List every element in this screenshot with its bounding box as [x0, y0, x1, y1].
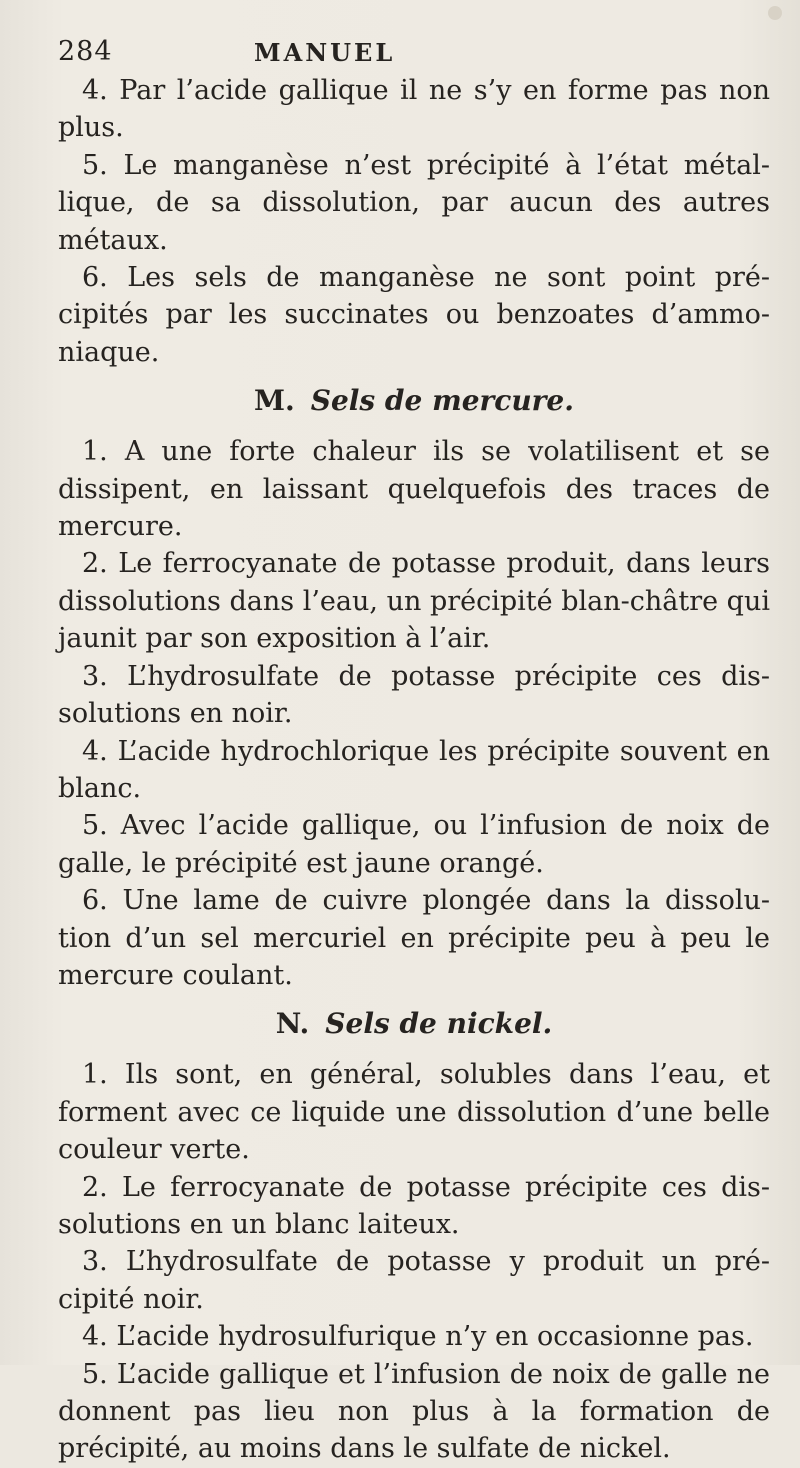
- running-title: MANUEL: [254, 38, 396, 67]
- paragraph: 5. Avec l’acide gallique, ou l’infusion de noix de galle, le précipité est jaune orangé.: [58, 810, 770, 879]
- paper-stain: [768, 6, 782, 20]
- paragraph: 6. Les sels de manganèse ne sont point pré-cipités par les succinates ou benzoates d’ammo-niaque.: [58, 262, 770, 368]
- paragraph: 2. Le ferrocyanate de potasse produit, dans leurs dissolutions dans l’eau, un précipité blan-châtre qui jaunit par son exposition à l’air.: [58, 548, 770, 655]
- paragraph: 1. Ils sont, en général, solubles dans l’eau, et forment avec ce liquide une dissolution d’une belle couleur verte.: [58, 1059, 770, 1166]
- paragraph: 1. A une forte chaleur ils se volatilisent et se dissipent, en laissant quelquefois des traces de mercure.: [58, 436, 770, 543]
- paragraph: 5. Le manganèse n’est précipité à l’état métal-lique, de sa dissolution, par aucun des autres métaux.: [58, 149, 770, 256]
- paragraph: 2. Le ferrocyanate de potasse précipite ces dis-solutions en un blanc laiteux.: [58, 1171, 770, 1240]
- section-title: Sels de mercure.: [310, 384, 574, 418]
- section-heading-mercure: [58, 381, 770, 421]
- paragraph: 5. L’acide gallique et l’infusion de noix de galle ne donnent pas lieu non plus à la formation de précipité, au moins dans le sulfate de nickel.: [58, 1358, 770, 1465]
- paragraph: 4. L’acide hydrochlorique les précipite souvent en blanc.: [58, 735, 770, 804]
- paragraph: 3. L’hydrosulfate de potasse précipite ces dis-solutions en noir.: [58, 660, 770, 730]
- section-heading-nickel: [58, 1004, 770, 1044]
- section-title: Sels de nickel.: [325, 1007, 553, 1041]
- paragraph: 3. L’hydrosulfate de potasse y produit un pré-cipité noir.: [58, 1246, 770, 1315]
- paragraph: 6. Une lame de cuivre plongée dans la dissolu-tion d’un sel mercuriel en précipite peu à peu le mercure coulant.: [58, 885, 770, 991]
- page-number: 284: [58, 36, 113, 67]
- body-text: [58, 72, 770, 1468]
- paragraph: 4. L’acide hydrosulfurique n’y en occasionne pas.: [82, 1321, 754, 1353]
- section-letter: M.: [254, 384, 295, 418]
- paragraph: 4. Par l’acide gallique il ne s’y en forme pas non plus.: [58, 75, 770, 144]
- section-letter: N.: [275, 1007, 310, 1041]
- page-header: [0, 36, 800, 76]
